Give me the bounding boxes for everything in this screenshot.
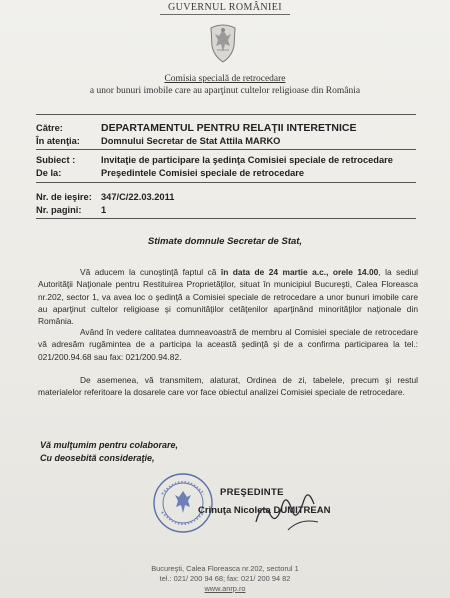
handwritten-signature-icon [248,470,328,540]
subject-row [36,155,393,165]
official-stamp-icon [152,472,214,534]
header-divider-top [36,114,416,115]
header-divider-mid2 [36,182,416,183]
pages-value: 1 [101,205,107,215]
to-label: Către: [36,123,63,133]
from-value: Preşedintele Comisiei speciale de retrocedare [101,168,305,178]
footer-address: Bucureşti, Calea Floreasca nr.202, sectorul 1 [151,564,299,573]
attention-label: În atenţia: [36,136,80,146]
paragraph-1-start: Vă aducem la cunoştinţă faptul că [80,267,221,277]
to-value: DEPARTAMENTUL PENTRU RELAŢII INTERETNICE [101,122,357,134]
pages-row [36,205,106,215]
closing-regards: Cu deosebită consideraţie, [40,453,155,463]
government-heading: GUVERNUL ROMÂNIEI [168,2,282,13]
header-divider-mid1 [36,149,416,150]
reference-row [36,192,174,202]
subject-label: Subiect : [36,155,76,165]
paragraph-1-end: , la sediul Autorităţii Naţionale pentru Restituirea Proprietăţilor, situat în municipiul Bucureşti, Calea Floreasca nr.202, sector 1, va avea loc o şedinţă a Comisiei speciale de retrocedare a unor bunuri imobile care au aparţinut cultelor religioase şi comunităţilor cetăţenilor aparţinând minorităţilor naţionale din România. [38,267,419,327]
subject-value: Invitaţie de participare la şedinţa Comisiei speciale de retrocedare [101,155,393,165]
closing-thanks: Vă mulţumim pentru colaborare, [40,440,179,450]
reference-value: 347/C/22.03.2011 [101,192,175,202]
from-label: De la: [36,168,62,178]
meeting-date: în data de 24 martie a.c., orele 14.00 [220,267,379,277]
footer-website[interactable]: www.anrp.ro [204,584,246,593]
footer-contact: tel.: 021/ 200 94 68; fax: 021/ 200 94 82 [159,574,291,583]
paragraph-1 [38,266,418,327]
commission-subtitle: a unor bunuri imobile care au aparţinut cultelor religioase din România [89,86,361,96]
signatory-name: Crinuţa Nicoleta DUMITREAN [198,505,331,516]
attention-value: Domnului Secretar de Stat Attila MARKO [101,136,281,146]
coat-of-arms-icon [205,20,241,64]
heading-divider [160,14,290,15]
signatory-title: PREŞEDINTE [220,487,284,498]
paragraph-2 [38,326,418,363]
reference-label: Nr. de ieşire: [36,192,92,202]
paragraph-3-text: De asemenea, vă transmitem, alaturat, Ordinea de zi, tabelele, precum şi restul materialelor referitoare la dosarele care vor face obiectul analizei Comisiei speciale de retrocedare. [38,375,418,398]
commission-title: Comisia specială de retrocedare [164,74,286,84]
paragraph-3 [38,374,418,399]
attention-row [36,136,280,146]
salutation: Stimate domnule Secretar de Stat, [147,236,303,247]
pages-label: Nr. pagini: [36,205,82,215]
from-row [36,168,304,178]
to-row [36,122,357,134]
paragraph-2-text: Având în vedere calitatea dumneavoastră de membru al Comisiei speciale de retrocedare vă adresăm rugămintea de a participa la această şedinţă şi de a confirma participarea la tel.: 021/200.94.68 sau fax: 021/200.94.82. [38,327,418,362]
header-divider-bottom [36,218,416,219]
